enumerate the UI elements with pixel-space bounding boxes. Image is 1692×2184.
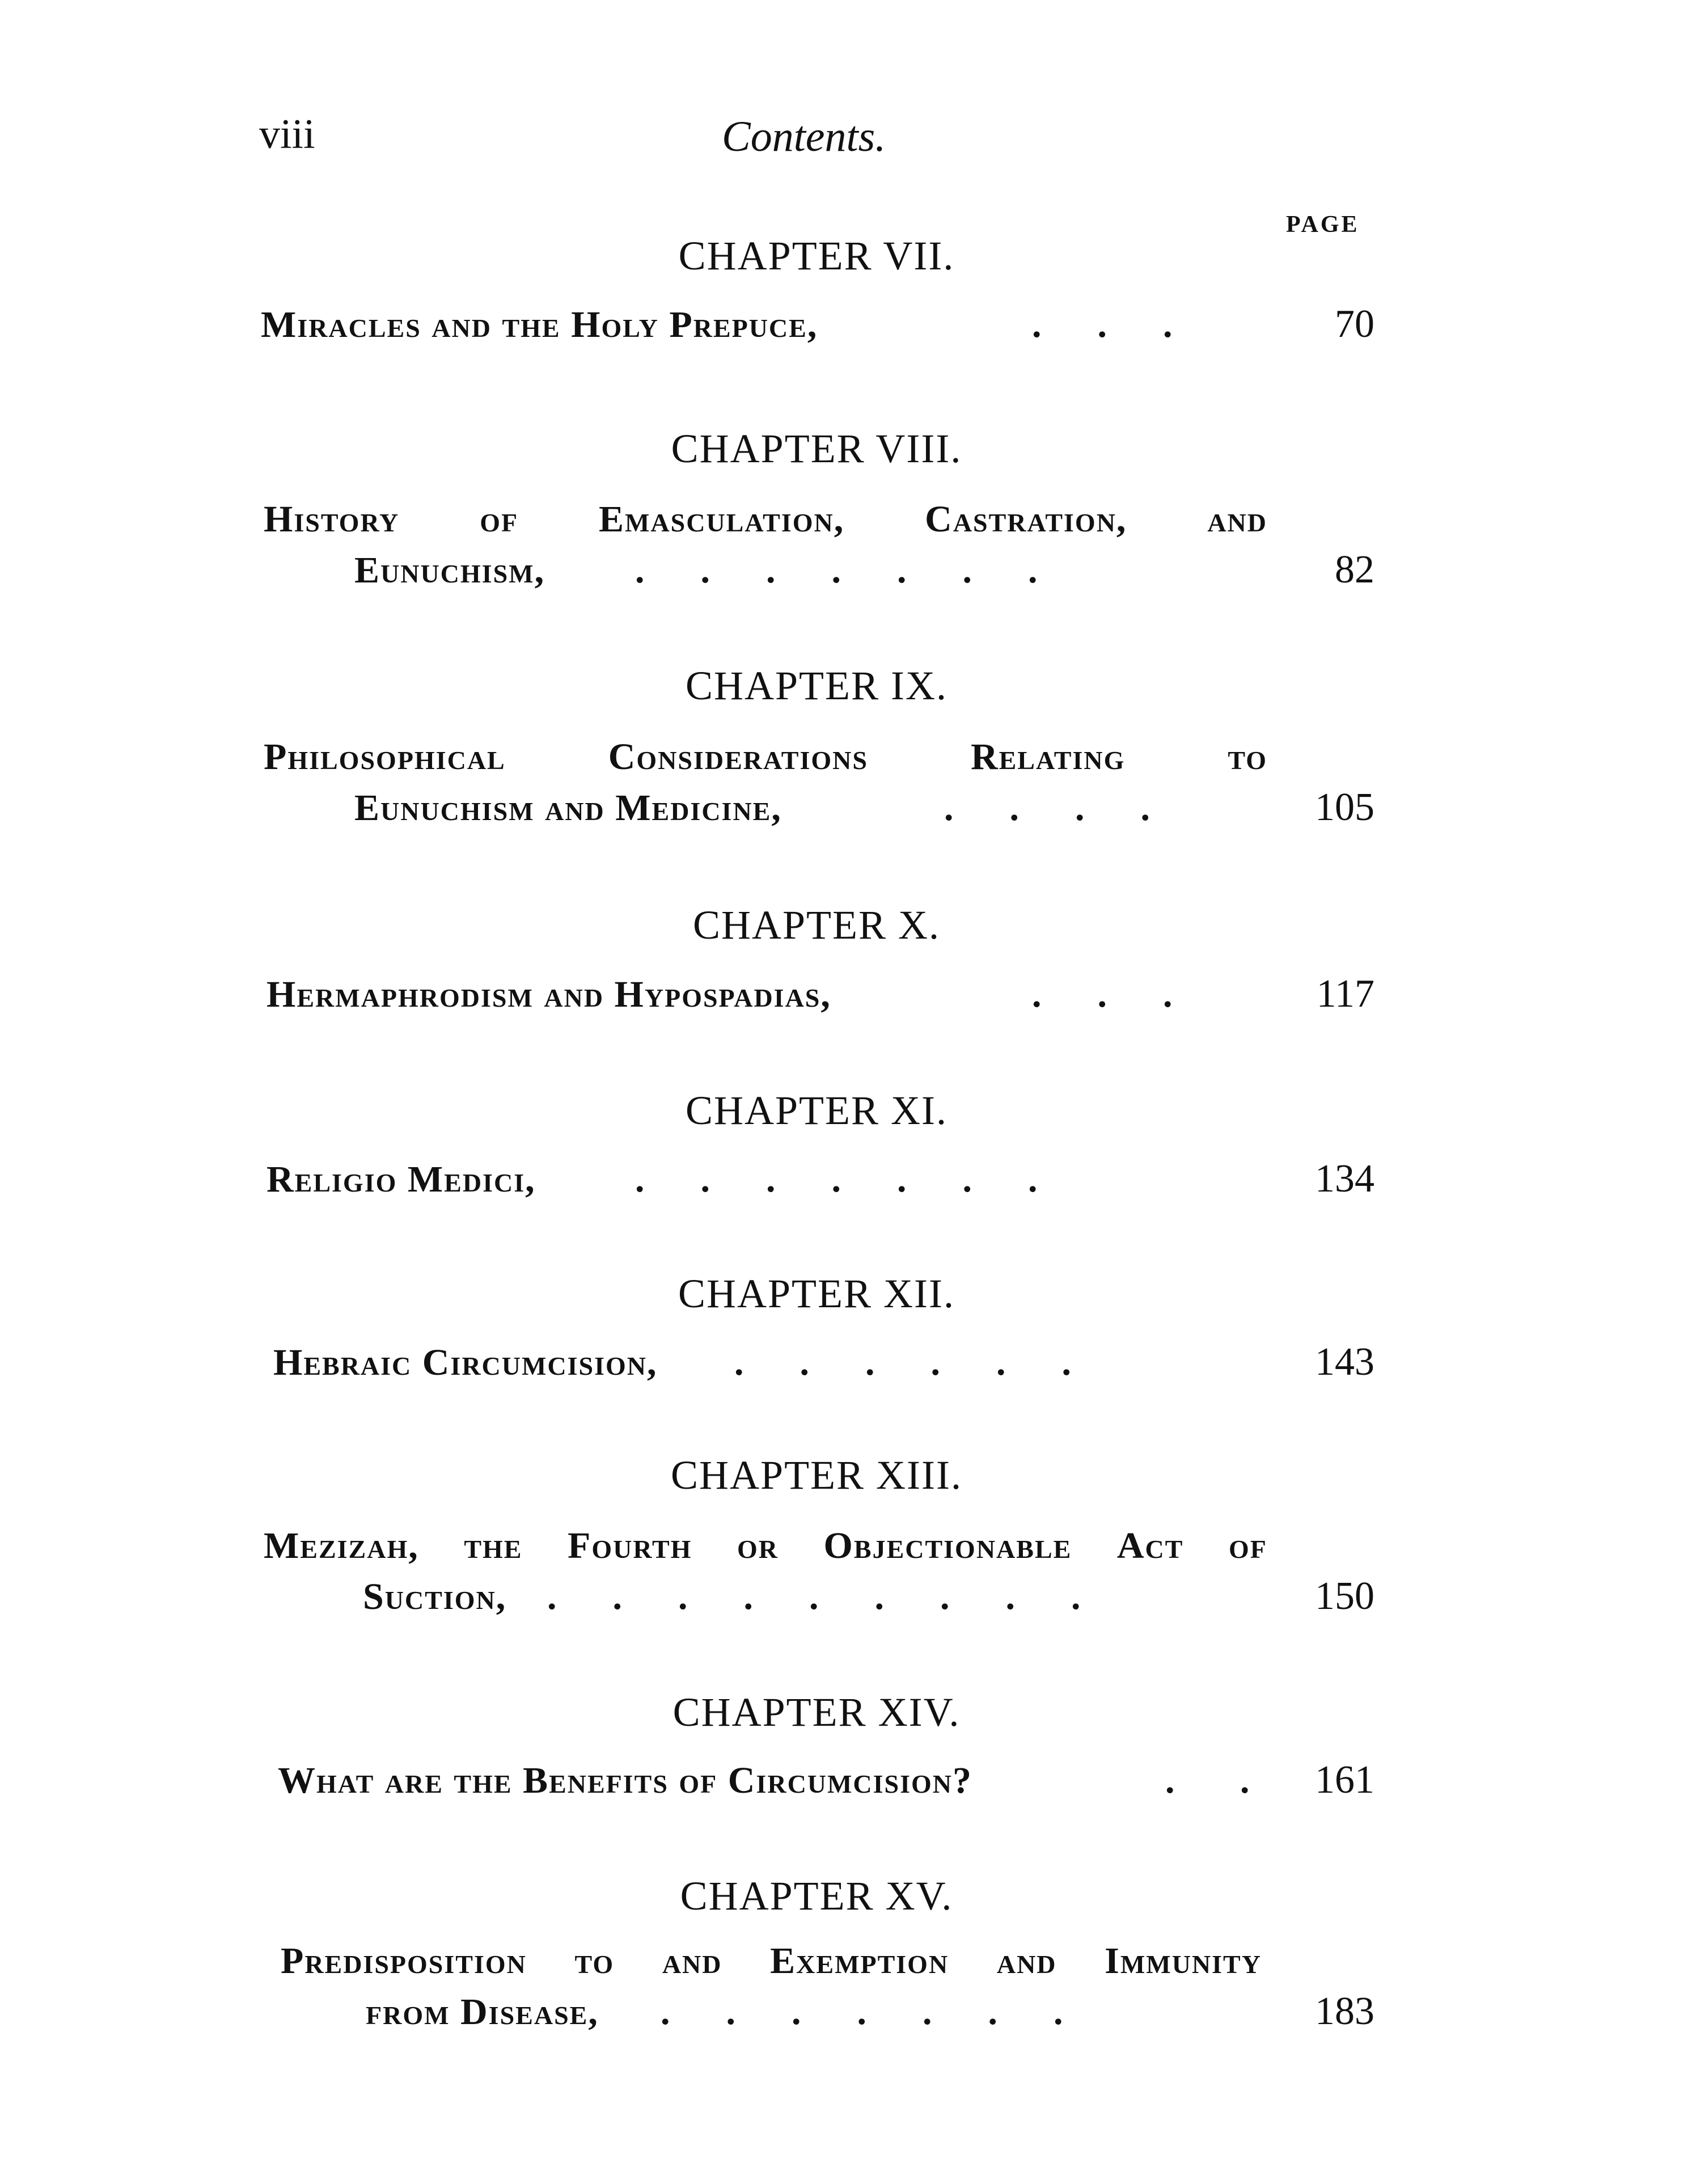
title-word: of [1229,1525,1267,1566]
chapter-heading: CHAPTER XIII. [671,1452,962,1498]
title-word: Considerations [608,736,868,778]
toc-entry-title-line1 [281,1940,1262,1983]
toc-entry-title-line2: Eunuchism, [354,550,545,591]
leader-dots: . . . . . . . . . [547,1576,1081,1617]
title-word: Objectionable [823,1525,1072,1566]
title-word: and [1207,499,1267,540]
toc-entry-page: 82 [1335,548,1374,592]
toc-entry-title-line1 [264,1524,1267,1568]
chapter-heading: CHAPTER IX. [685,663,947,708]
running-title: Contents. [722,113,886,160]
title-word: Fourth [568,1525,692,1566]
title-word: Relating [970,736,1126,778]
title-word: and [662,1940,722,1982]
leader-dots: . . . [1032,304,1173,345]
leader-dots: . . [1165,1760,1250,1801]
chapter-heading: CHAPTER XV. [680,1873,953,1919]
toc-entry-title-line2: Eunuchism and Medicine, [354,787,782,829]
toc-entry-title: Hebraic Circumcision, [273,1342,658,1383]
toc-entry-title: Hermaphrodism and Hypospadias, [267,974,831,1015]
chapter-heading: CHAPTER XIV. [672,1689,961,1735]
leader-dots: . . . . [944,787,1150,829]
leader-dots: . . . [1032,974,1173,1015]
leader-dots: . . . . . . . [661,1991,1063,2033]
title-word: Predisposition [281,1940,527,1982]
chapter-heading: CHAPTER VII. [678,233,955,278]
title-word: or [737,1525,779,1566]
title-word: Philosophical [264,736,506,778]
title-word: of [480,499,519,540]
toc-entry-page: 143 [1315,1340,1374,1384]
title-word: the [464,1525,523,1566]
title-word: Act [1116,1525,1184,1566]
title-word: Immunity [1105,1940,1262,1982]
title-word: to [574,1940,615,1982]
title-word: Exemption [770,1940,949,1982]
title-word: Castration, [925,499,1127,540]
toc-entry-title-line2: Suction, [363,1576,507,1617]
toc-entry-page: 150 [1315,1574,1374,1618]
toc-entry-page: 105 [1315,785,1374,829]
leader-dots: . . . . . . [734,1342,1071,1383]
title-word: Mezizah, [264,1525,419,1566]
title-word: to [1228,736,1267,778]
toc-entry-page: 183 [1315,1989,1374,2033]
leader-dots: . . . . . . . [635,550,1038,591]
toc-entry-title: What are the Benefits of Circumcision? [278,1760,973,1801]
toc-entry-title-line1 [264,498,1267,541]
page-number: viii [259,111,315,158]
toc-entry-title: Miracles and the Holy Prepuce, [261,304,818,345]
leader-dots: . . . . . . . [635,1159,1038,1200]
toc-entry-page: 161 [1315,1758,1374,1802]
toc-entry-page: 117 [1316,972,1374,1016]
toc-entry-title: Religio Medici, [267,1159,536,1200]
chapter-heading: CHAPTER VIII. [671,426,962,471]
toc-entry-page: 70 [1335,302,1374,346]
toc-entry-page: 134 [1315,1157,1374,1201]
chapter-heading: CHAPTER XI. [685,1088,947,1133]
toc-entry-title-line1 [264,736,1267,779]
title-word: Emasculation, [598,499,845,540]
chapter-heading: CHAPTER X. [692,902,941,948]
toc-entry-title-line2: from Disease, [366,1991,599,2033]
title-word: and [996,1940,1057,1982]
chapter-heading: CHAPTER XII. [678,1271,955,1316]
title-word: History [264,499,400,540]
page-column-label: PAGE [1286,212,1360,238]
